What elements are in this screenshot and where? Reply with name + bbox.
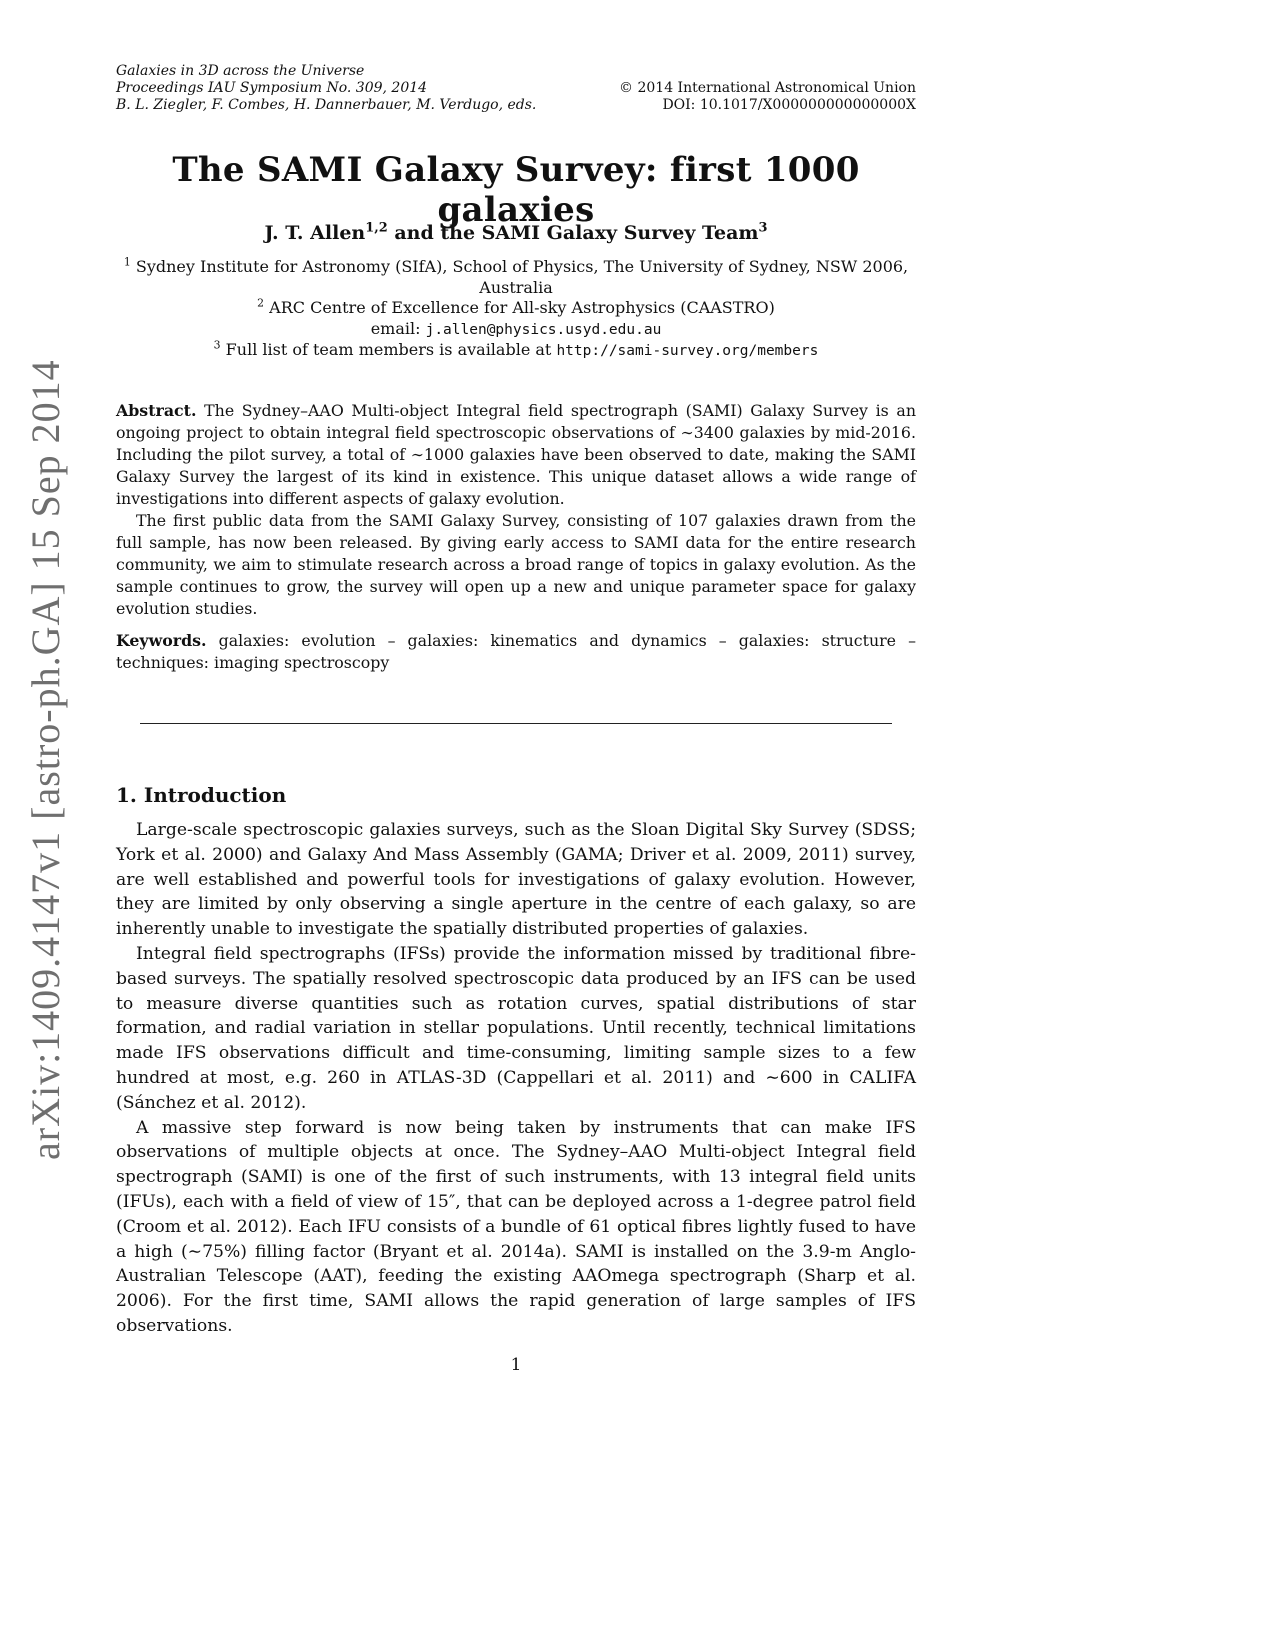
journal-header bbox=[116, 63, 916, 114]
abstract bbox=[116, 400, 916, 620]
email-label: email: bbox=[370, 318, 426, 338]
affil-text: Sydney Institute for Astronomy (SIfA), School of Physics, The University of Sydney, NSW 2006, Australia bbox=[130, 257, 909, 297]
keywords-label: Keywords. bbox=[116, 631, 207, 650]
author-name: J. T. Allen bbox=[264, 222, 366, 244]
abstract-text: The Sydney–AAO Multi-object Integral field spectrograph (SAMI) Galaxy Survey is an ongoing project to obtain integral field spectroscopic observations of ∼3400 galaxies by mid-2016. Including the pilot survey, a total of ∼1000 galaxies have been observed to date, making the SAMI Galaxy Survey the largest of its kind in existence. This unique dataset allows a wide range of investigations into different aspects of galaxy evolution. bbox=[116, 401, 916, 508]
affiliations bbox=[116, 257, 916, 362]
keywords bbox=[116, 630, 916, 674]
affil-number: 2 bbox=[257, 296, 265, 310]
copyright-line: © 2014 International Astronomical Union bbox=[619, 80, 916, 96]
section-heading: 1. Introduction bbox=[116, 783, 287, 807]
author-line bbox=[116, 222, 916, 244]
abstract-label: Abstract. bbox=[116, 401, 197, 420]
abstract-paragraph-1 bbox=[116, 400, 916, 510]
abstract-paragraph-2: The first public data from the SAMI Galaxy Survey, consisting of 107 galaxies drawn from the full sample, has now been released. By giving early access to SAMI data for the entire research community, we aim to stimulate research across a broad range of topics in galaxy evolution. As the sample continues to grow, the survey will open up a new and unique parameter space for galaxy evolution studies. bbox=[116, 511, 916, 618]
abstract-divider bbox=[140, 723, 892, 724]
affiliation-3 bbox=[116, 340, 916, 362]
team-affil-mark: 3 bbox=[758, 220, 768, 236]
email-link[interactable]: j.allen@physics.usyd.edu.au bbox=[425, 321, 662, 338]
body-paragraph: Integral field spectrographs (IFSs) provide the information missed by traditional fibre-based surveys. The spatially resolved spectroscopic data produced by an IFS can be used to measure diverse quantities such as rotation curves, spatial distributions of star formation, and radial variation in stellar populations. Until recently, technical limitations made IFS observations difficult and time-consuming, limiting sample sizes to a few hundred at most, e.g. 260 in ATLAS-3D (Cappellari et al. 2011) and ∼600 in CALIFA (Sánchez et al. 2012). bbox=[116, 943, 916, 1113]
proceedings-line: Proceedings IAU Symposium No. 309, 2014 bbox=[116, 80, 428, 96]
affil-text: Full list of team members is available at bbox=[220, 340, 557, 359]
author-affil-marks: 1,2 bbox=[365, 220, 388, 236]
editors-line: B. L. Ziegler, F. Combes, H. Dannerbauer, M. Verdugo, eds. bbox=[116, 97, 537, 113]
email-line bbox=[116, 319, 916, 341]
arxiv-stamp: arXiv:1409.4147v1 [astro-ph.GA] 15 Sep 2014 bbox=[23, 359, 68, 1160]
page-number: 1 bbox=[510, 1355, 522, 1375]
series-title: Galaxies in 3D across the Universe bbox=[116, 63, 365, 79]
affiliation-2 bbox=[116, 298, 916, 319]
affil-text: ARC Centre of Excellence for All-sky Astrophysics (CAASTRO) bbox=[264, 298, 775, 317]
team-url-link[interactable]: http://sami-survey.org/members bbox=[556, 343, 819, 359]
affil-number: 1 bbox=[123, 255, 131, 269]
keywords-text: galaxies: evolution – galaxies: kinematics and dynamics – galaxies: structure – techniques: imaging spectroscopy bbox=[116, 631, 916, 672]
section-body bbox=[116, 818, 916, 1339]
doi-line: DOI: 10.1017/X000000000000000X bbox=[662, 97, 916, 113]
body-paragraph: A massive step forward is now being taken by instruments that can make IFS observations of multiple objects at once. The Sydney–AAO Multi-object Integral field spectrograph (SAMI) is one of the first of such instruments, with 13 integral field units (IFUs), each with a field of view of 15″, that can be deployed across a 1-degree patrol field (Croom et al. 2012). Each IFU consists of a bundle of 61 optical fibres lightly fused to have a high (∼75%) filling factor (Bryant et al. 2014a). SAMI is installed on the 3.9-m Anglo-Australian Telescope (AAT), feeding the existing AAOmega spectrograph (Sharp et al. 2006). For the first time, SAMI allows the rapid generation of large samples of IFS observations. bbox=[116, 1117, 916, 1336]
affil-number: 3 bbox=[213, 338, 221, 352]
affiliation-1 bbox=[116, 257, 916, 298]
paper-title: The SAMI Galaxy Survey: first 1000 galaxies bbox=[172, 150, 860, 230]
team-name: and the SAMI Galaxy Survey Team bbox=[387, 222, 759, 244]
body-paragraph: Large-scale spectroscopic galaxies surveys, such as the Sloan Digital Sky Survey (SDSS; York et al. 2000) and Galaxy And Mass Assembly (GAMA; Driver et al. 2009, 2011) survey, are well established and powerful tools for investigations of galaxy evolution. However, they are limited by only observing a single aperture in the centre of each galaxy, so are inherently unable to investigate the spatially distributed properties of galaxies. bbox=[116, 820, 916, 940]
